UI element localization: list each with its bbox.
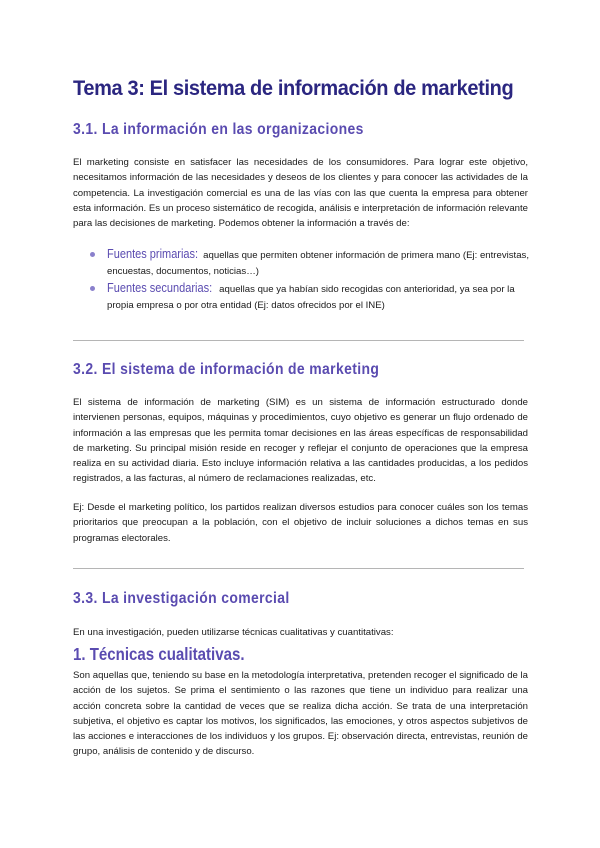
bullet-term: Fuentes primarias: bbox=[107, 247, 199, 261]
bullet-text: aquellas que ya habían sido recogidas con anterioridad, ya sea por la propia empresa o por otra entidad (Ej: datos ofrecidos por el INE) bbox=[107, 284, 515, 311]
bullet-term: Fuentes secundarias: bbox=[107, 281, 213, 296]
section-heading-3-1: 3.1. La información en las organizaciones bbox=[73, 121, 364, 138]
subheading-qualitative: 1. Técnicas cualitativas. bbox=[73, 644, 245, 664]
section-3-2-example: Ej: Desde el marketing político, los partidos realizan diversos estudios para conocer cuáles son los temas prioritarios que preocupan a la población, con el objetivo de incluir soluciones a dichos temas en sus programas electorales. bbox=[73, 502, 528, 544]
list-item bbox=[90, 281, 530, 313]
section-3-1-paragraph: El marketing consiste en satisfacer las necesidades de los consumidores. Para lograr este objetivo, necesitamos información de las necesidades y deseos de los clientes y para conocer las actividades de la competencia. La investigación comercial es una de las vías con las que cuenta la empresa para obtener esta información. Es un proceso sistemático de recogida, análisis e interpretación de información relevante para las decisiones de marketing. Podemos obtener la información a través de: bbox=[73, 157, 528, 230]
list-item bbox=[90, 247, 530, 279]
section-3-2-paragraph: El sistema de información de marketing (SIM) es un sistema de información estructurado donde intervienen personas, equipos, máquinas y procedimientos, cuyo objetivo es generar un flujo ordenado de información a las empresas que les permita tomar decisiones en las áreas específicas de responsabilidad de marketing. Su principal misión reside en recoger y reflejar el conjunto de operaciones que la empresa realiza en su actividad diaria. Esto incluye información relativa a las cantidades producidas, a los pedidos registrados, a las facturas, al número de reclamaciones realizadas, etc. bbox=[73, 397, 528, 485]
section-divider bbox=[73, 340, 524, 341]
section-divider bbox=[73, 568, 524, 569]
sources-list bbox=[90, 247, 530, 315]
bullet-dot-icon bbox=[90, 286, 95, 291]
section-heading-3-3: 3.3. La investigación comercial bbox=[73, 590, 290, 607]
bullet-dot-icon bbox=[90, 252, 95, 257]
section-3-3-intro: En una investigación, pueden utilizarse técnicas cualitativas y cuantitativas: bbox=[73, 627, 394, 638]
page-title: Tema 3: El sistema de información de marketing bbox=[73, 76, 514, 100]
bullet-text: aquellas que permiten obtener información de primera mano (Ej: entrevistas, encuestas, documentos, noticias…) bbox=[107, 250, 530, 277]
section-heading-3-2: 3.2. El sistema de información de marketing bbox=[73, 361, 380, 378]
section-3-3-paragraph: Son aquellas que, teniendo su base en la metodología interpretativa, pretenden recoger el significado de la acción de los sujetos. Se prima el sentimiento o las razones que tiene un individuo para realizar una acción concreta sobre la cantidad de veces que se realiza dicha acción. Se trata de una interpretación subjetiva, el objetivo es captar los motivos, los significados, las emociones, y otros aspectos subjetivos de las acciones e interacciones de los individuos y los grupos. Ej: observación directa, entrevistas, reunión de grupo, análisis de contenido y de discurso. bbox=[73, 670, 528, 758]
